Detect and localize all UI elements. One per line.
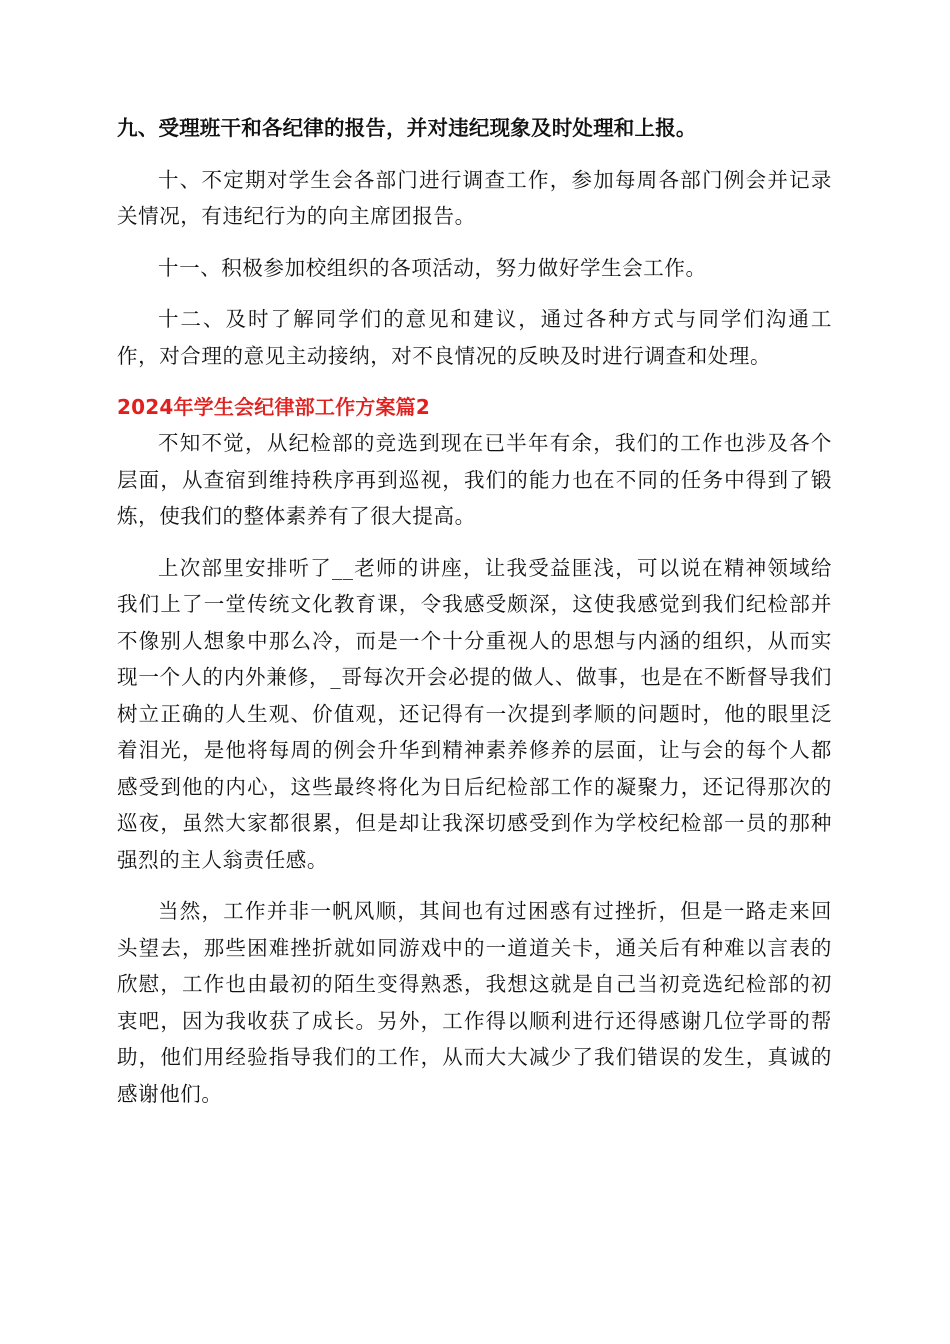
section-heading: 2024年学生会纪律部工作方案篇2: [117, 395, 430, 419]
item-9-paragraph: 九、受理班干和各纪律的报告，并对违纪现象及时处理和上报。: [117, 116, 697, 140]
item-11-paragraph: 十一、积极参加校组织的各项活动，努力做好学生会工作。: [158, 255, 707, 280]
item-10-paragraph: 十、不定期对学生会各部门进行调查工作，参加每周各部门例会并记录关情况，有违纪行为的向主席团报告。: [117, 167, 832, 228]
body-paragraph-3: 当然，工作并非一帆风顺，其间也有过困惑有过挫折，但是一路走来回头望去，那些困难挫折就如同游戏中的一道道关卡，通关后有种难以言表的欣慰，工作也由最初的陌生变得熟悉，我想这就是自己当初竞选纪检部的初衷吧，因为我收获了成长。另外，工作得以顺利进行还得感谢几位学哥的帮助，他们用经验指导我们的工作，从而大大减少了我们错误的发生，真诚的感谢他们。: [117, 899, 832, 1106]
item-12-paragraph: 十二、及时了解同学们的意见和建议，通过各种方式与同学们沟通工作，对合理的意见主动接纳，对不良情况的反映及时进行调查和处理。: [117, 307, 832, 368]
body-paragraph-2: 上次部里安排听了__老师的讲座，让我受益匪浅，可以说在精神领域给我们上了一堂传统文化教育课，令我感受颇深，这使我感觉到我们纪检部并不像别人想象中那么冷，而是一个十分重视人的思想与内涵的组织，从而实现一个人的内外兼修，_哥每次开会必提的做人、做事，也是在不断督导我们树立正确的人生观、价值观，还记得有一次提到孝顺的问题时，他的眼里泛着泪光，是他将每周的例会升华到精神素养修养的层面，让与会的每个人都感受到他的内心，这些最终将化为日后纪检部工作的凝聚力，还记得那次的巡夜，虽然大家都很累，但是却让我深切感受到作为学校纪检部一员的那种强烈的主人翁责任感。: [117, 555, 832, 872]
body-paragraph-1: 不知不觉，从纪检部的竞选到现在已半年有余，我们的工作也涉及各个层面，从查宿到维持秩序再到巡视，我们的能力也在不同的任务中得到了锻炼，使我们的整体素养有了很大提高。: [117, 431, 832, 528]
